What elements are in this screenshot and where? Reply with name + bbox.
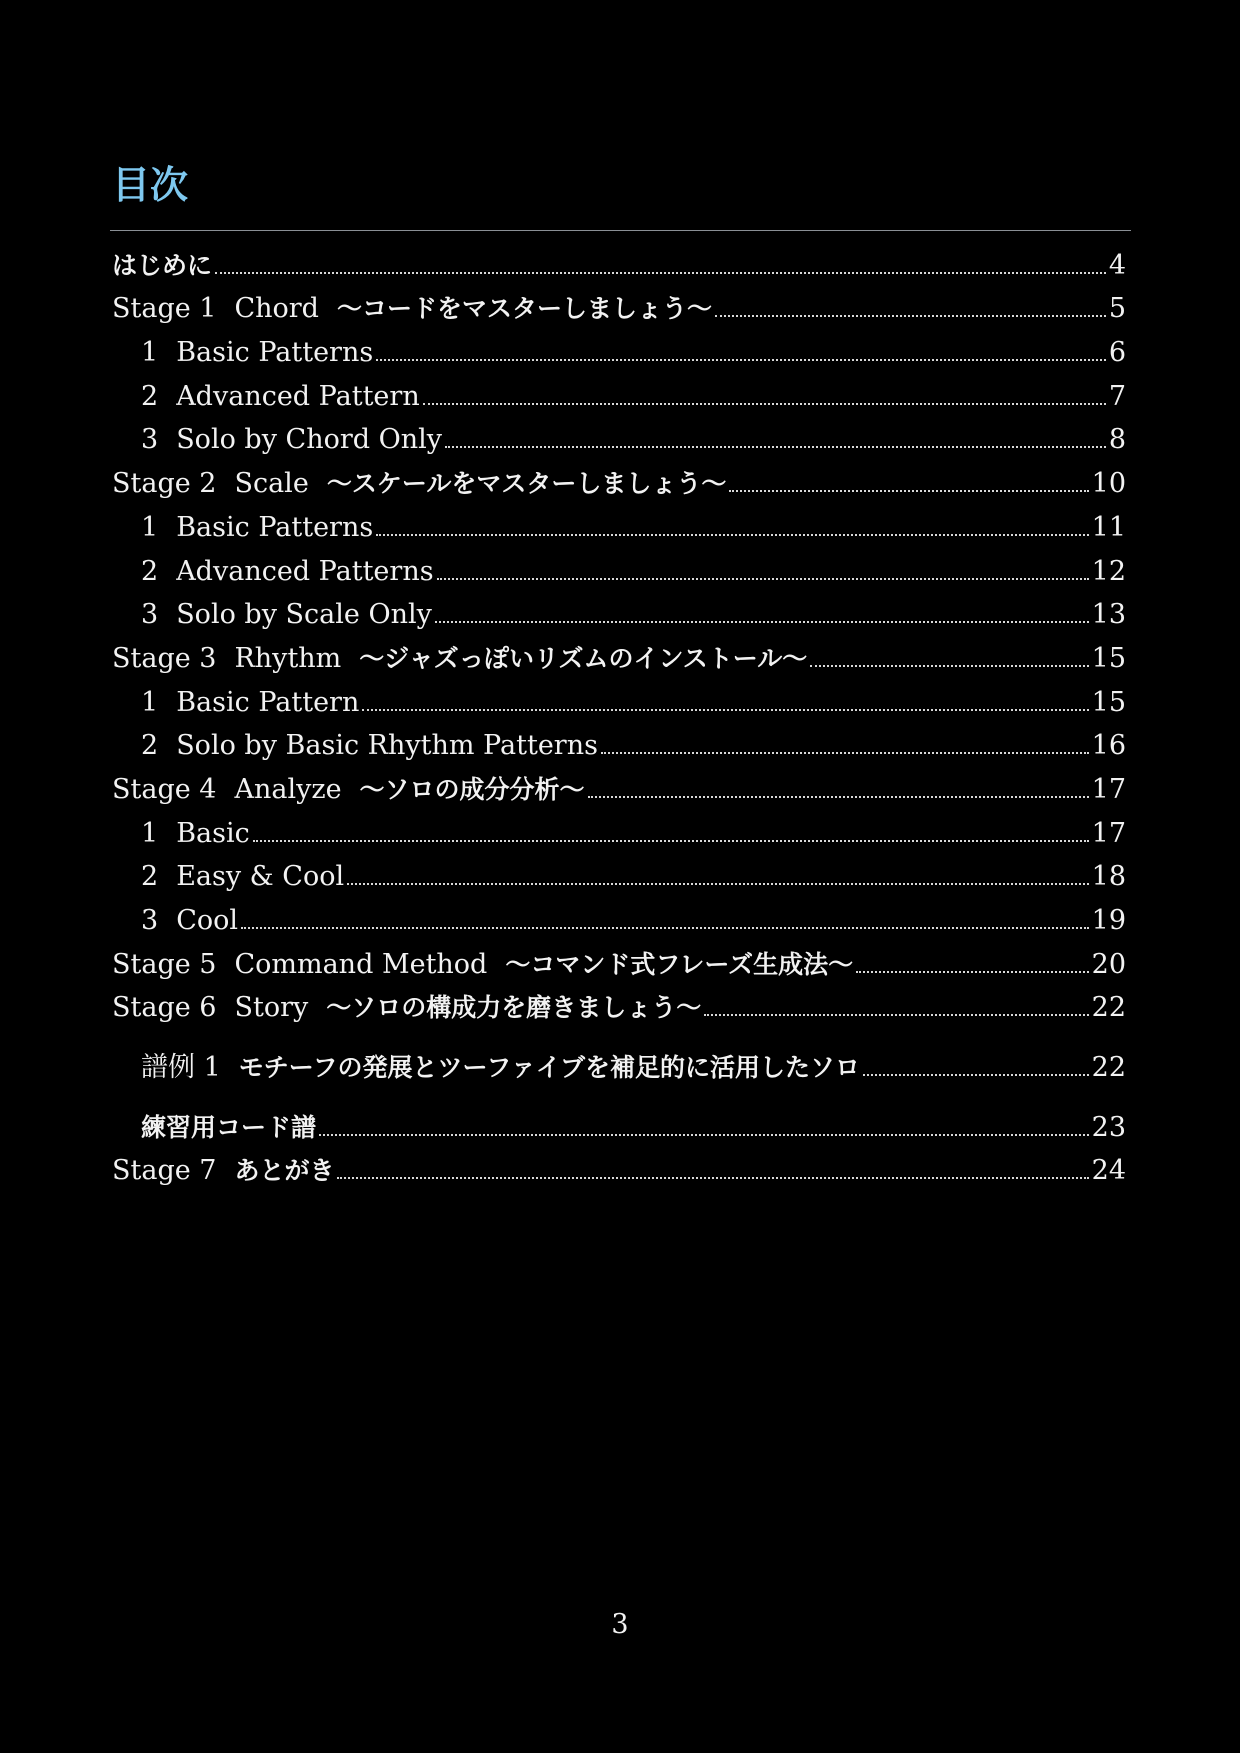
- toc-entry[interactable]: [112, 325, 1126, 369]
- toc-entry[interactable]: [112, 893, 1126, 937]
- toc-entry-page: 5: [1108, 293, 1126, 325]
- toc-entry-label: [112, 293, 712, 325]
- toc-entry-label: [112, 643, 807, 675]
- toc-entry-label: [112, 774, 585, 806]
- toc-entry-english-title: Solo by Chord Only: [176, 424, 443, 456]
- toc-entry-page: 7: [1108, 380, 1126, 412]
- toc-entry-japanese-title: あとがき: [234, 1156, 335, 1186]
- toc-entry-page: 19: [1091, 905, 1126, 936]
- dot-leader: [445, 446, 1106, 448]
- toc-entry-number: 1: [141, 686, 159, 718]
- toc-entry[interactable]: [112, 981, 1126, 1025]
- toc-entry-page: 17: [1091, 773, 1126, 805]
- toc-entry-page: 17: [1091, 817, 1126, 849]
- toc-entry-label: [141, 1112, 316, 1144]
- toc-entry-english-title: Solo by Scale Only: [176, 599, 432, 631]
- toc-entry[interactable]: [112, 806, 1126, 850]
- toc-entry-japanese-title: 〜コードをマスターしましょう〜: [336, 294, 712, 324]
- toc-entry[interactable]: [112, 456, 1126, 500]
- toc-entry-page: 15: [1091, 686, 1126, 718]
- dot-leader: [704, 1014, 1088, 1016]
- toc-entry-number: 3: [141, 424, 159, 456]
- toc-entry-japanese-title: 〜コマンド式フレーズ生成法〜: [505, 949, 854, 979]
- toc-entry-number: 2: [141, 861, 159, 893]
- toc-entry-number: 2: [141, 730, 159, 762]
- toc-entry[interactable]: [112, 1040, 1126, 1084]
- toc-entry-label: [112, 992, 701, 1024]
- toc-entry-japanese-title: 〜ジャズっぽいリズムのインストール〜: [359, 643, 808, 673]
- dot-leader: [241, 927, 1089, 929]
- toc-entry-page: 24: [1091, 1155, 1126, 1187]
- toc-entry-number: 1: [141, 817, 159, 849]
- toc-entry-japanese-title: 〜ソロの成分分析〜: [359, 774, 585, 804]
- toc-entry-label: [141, 861, 344, 893]
- toc-entry[interactable]: [112, 1144, 1126, 1188]
- toc-entry-number: Stage 1: [112, 293, 217, 325]
- toc-entry-number: Stage 6: [112, 992, 217, 1024]
- toc-entry-page: 22: [1091, 992, 1126, 1024]
- toc-entry-number: 1: [141, 511, 159, 543]
- toc-entry-label: [141, 905, 238, 937]
- toc-entry-label: [141, 599, 432, 631]
- toc-entry-label: [141, 512, 373, 544]
- dot-leader: [423, 403, 1106, 405]
- toc-entry[interactable]: [112, 937, 1126, 981]
- toc-entry[interactable]: [112, 282, 1126, 326]
- dot-leader: [376, 534, 1088, 536]
- toc-entry-english-title: Chord: [234, 293, 319, 325]
- toc-entry[interactable]: [112, 588, 1126, 632]
- toc-entry-label: [141, 556, 434, 588]
- toc-entry-label: [141, 424, 442, 456]
- toc-entry[interactable]: [112, 413, 1126, 457]
- toc-entry-number: Stage 3: [112, 642, 217, 674]
- toc-entry[interactable]: [112, 544, 1126, 588]
- toc-entry-number: Stage 4: [112, 773, 217, 805]
- toc-entry-english-title: Basic Patterns: [176, 511, 374, 543]
- toc-entry-label: [141, 337, 373, 369]
- toc-entry-number: Stage 7: [112, 1155, 217, 1187]
- toc-entry-page: 4: [1108, 249, 1126, 281]
- dot-leader: [362, 709, 1088, 711]
- title-divider: [110, 230, 1131, 231]
- toc-entry-english-title: Command Method: [234, 948, 488, 980]
- toc-entry-japanese-title: モチーフの発展とツーファイブを補足的に活用したソロ: [238, 1053, 861, 1083]
- toc-entry-number: 譜例 1: [141, 1052, 221, 1084]
- dot-leader: [215, 272, 1106, 274]
- toc-entry[interactable]: [112, 762, 1126, 806]
- dot-leader: [347, 883, 1089, 885]
- toc-entry[interactable]: [112, 850, 1126, 894]
- toc-entry-label: [141, 381, 420, 413]
- page-number: 3: [611, 1609, 629, 1640]
- dot-leader: [376, 359, 1106, 361]
- dot-leader: [810, 665, 1088, 667]
- toc-entry-page: 23: [1091, 1111, 1126, 1143]
- toc-entry-page: 6: [1108, 337, 1126, 369]
- toc-entry-number: 3: [141, 905, 159, 936]
- toc-entry-page: 20: [1091, 948, 1126, 980]
- dot-leader: [253, 840, 1089, 842]
- toc-entry-page: 12: [1091, 555, 1126, 587]
- toc-entry[interactable]: [112, 238, 1126, 282]
- toc-entry-number: Stage 2: [112, 468, 217, 500]
- toc-entry-label: [112, 949, 853, 981]
- dot-leader: [601, 752, 1089, 754]
- dot-leader: [856, 971, 1089, 973]
- toc-entry-page: 18: [1091, 861, 1126, 893]
- toc-entry-label: [112, 250, 212, 282]
- toc-entry-japanese-title: 〜ソロの構成力を磨きましょう〜: [326, 993, 702, 1023]
- toc-entry-english-title: Basic Patterns: [176, 337, 374, 369]
- toc-entry-page: 13: [1091, 599, 1126, 631]
- dot-leader: [337, 1177, 1088, 1179]
- toc-entry-number: 3: [141, 599, 159, 631]
- toc-entry-english-title: Advanced Pattern: [176, 380, 420, 412]
- dot-leader: [715, 315, 1106, 317]
- toc-title: 目次: [112, 163, 189, 207]
- toc-entry-page: 10: [1091, 468, 1126, 500]
- toc-entry-japanese-title: 〜スケールをマスターしましょう〜: [326, 469, 727, 499]
- dot-leader: [588, 796, 1089, 798]
- dot-leader: [437, 578, 1089, 580]
- toc-entry-page: 16: [1091, 730, 1126, 762]
- toc-entry-label: [112, 468, 726, 500]
- toc-entry-english-title: Solo by Basic Rhythm Patterns: [176, 730, 598, 762]
- dot-leader: [435, 621, 1089, 623]
- dot-leader: [863, 1074, 1089, 1076]
- toc-entry-english-title: Rhythm: [234, 642, 342, 674]
- toc-entry-japanese-title: 練習用コード譜: [141, 1112, 317, 1142]
- table-of-contents: [112, 238, 1126, 1187]
- toc-entry[interactable]: [112, 631, 1126, 675]
- toc-entry-number: 2: [141, 380, 159, 412]
- toc-entry-label: [141, 730, 598, 762]
- toc-entry-english-title: Easy & Cool: [176, 861, 345, 893]
- toc-entry-english-title: Analyze: [234, 773, 342, 805]
- toc-entry-page: 22: [1091, 1052, 1126, 1084]
- toc-entry-number: 1: [141, 337, 159, 369]
- toc-entry-english-title: Basic: [176, 817, 250, 849]
- toc-entry[interactable]: [112, 675, 1126, 719]
- toc-entry-page: 8: [1108, 424, 1126, 456]
- toc-entry-label: [141, 1052, 860, 1084]
- toc-entry-english-title: Cool: [176, 905, 238, 936]
- toc-entry-page: 15: [1091, 642, 1126, 674]
- toc-entry-japanese-title: はじめに: [112, 250, 213, 280]
- toc-entry-english-title: Advanced Patterns: [176, 555, 434, 587]
- toc-entry[interactable]: [112, 369, 1126, 413]
- dot-leader: [729, 490, 1088, 492]
- toc-entry-english-title: Basic Pattern: [176, 686, 360, 718]
- dot-leader: [319, 1134, 1089, 1136]
- toc-entry-number: Stage 5: [112, 948, 217, 980]
- toc-entry-page: 11: [1091, 511, 1126, 543]
- toc-entry-label: [141, 687, 359, 719]
- toc-entry-label: [112, 1155, 334, 1187]
- toc-entry-english-title: Scale: [234, 468, 309, 500]
- toc-entry-english-title: Story: [234, 992, 309, 1024]
- toc-entry[interactable]: [112, 500, 1126, 544]
- toc-entry[interactable]: [112, 719, 1126, 763]
- toc-entry-label: [141, 818, 250, 850]
- toc-entry-number: 2: [141, 555, 159, 587]
- toc-entry[interactable]: [112, 1100, 1126, 1144]
